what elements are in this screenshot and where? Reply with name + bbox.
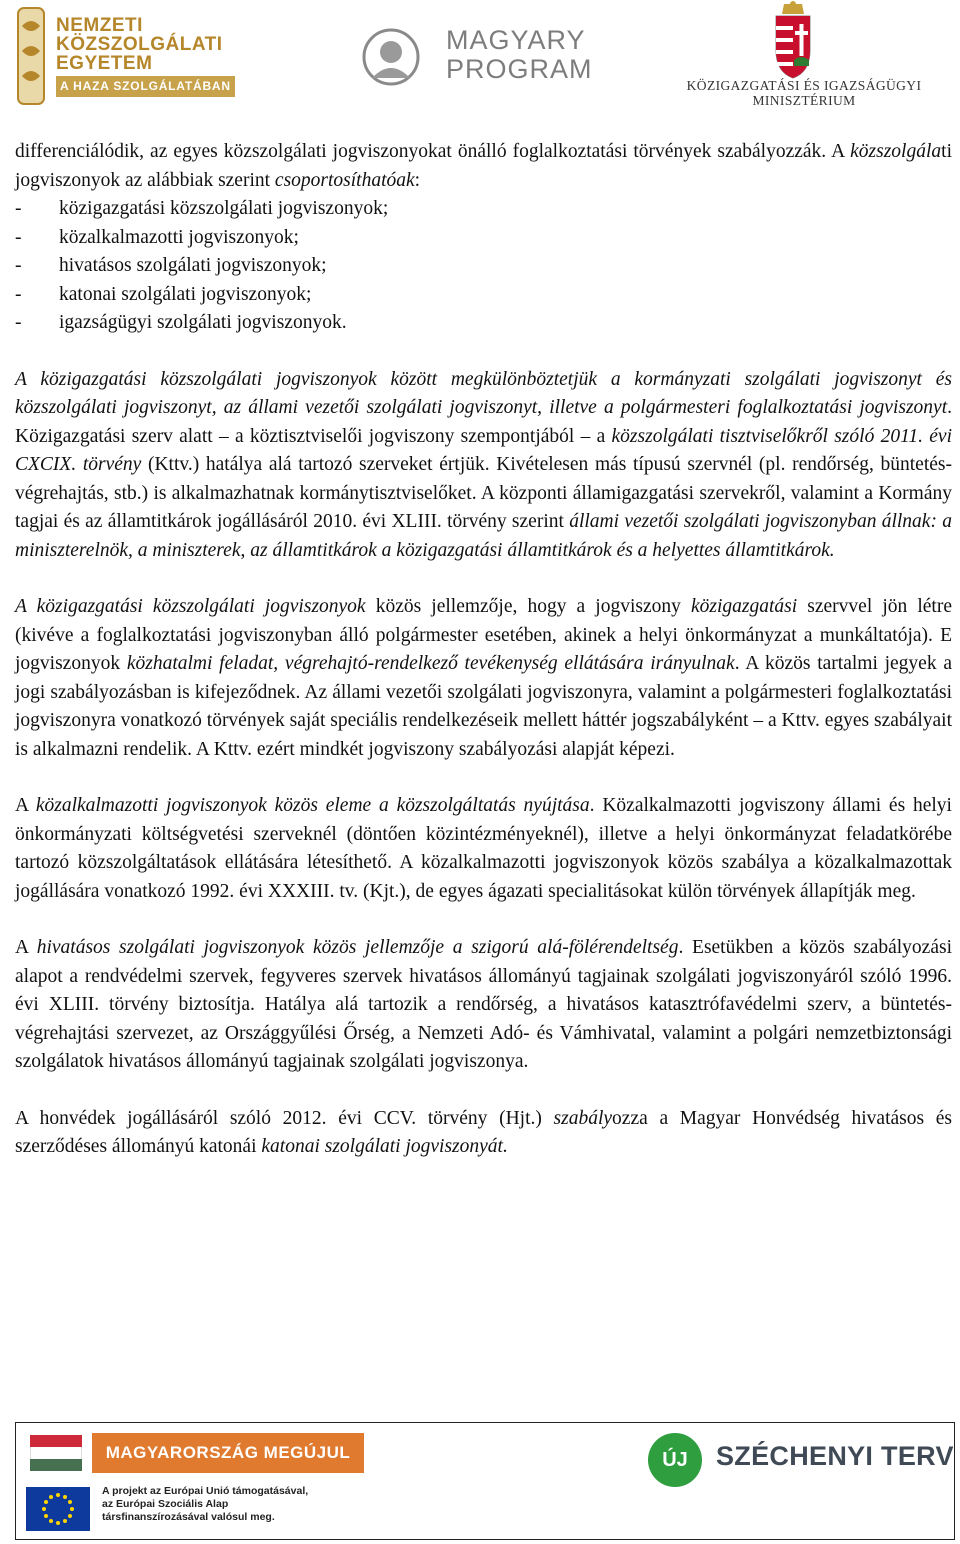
text-run: , <box>240 539 251 561</box>
paragraph-kozos-jellemzo <box>15 593 952 764</box>
szechenyi-terv-logo: SZÉCHENYI TERV <box>716 1441 954 1471</box>
italic-run: közhatalmi feladat, végrehajtó-rendelkező tevékenység ellátására irányulnak <box>126 653 735 674</box>
hungarian-flag-icon <box>30 1435 82 1471</box>
nke-line-3: EGYETEM <box>56 53 153 74</box>
page-header <box>0 0 960 115</box>
text-run: szervvel jön létre (kivéve a foglalkoztatási jogviszonyban álló polgármester esetében, akinek a helyi önkormányzat a munkáltatója). E jogviszonyok <box>15 596 952 674</box>
uj-badge-icon: ÚJ <box>648 1433 702 1487</box>
text-run: differenciálódik, az egyes közszolgálati jogviszonyokat önálló foglalkoztatási törvények szabályozzák. A <box>15 141 851 162</box>
italic-run: az államtitkárok a közigazgatási államtitkárok és a helyettes államtitkárok. <box>250 539 835 561</box>
list-dash: - <box>15 198 22 219</box>
eu-funding-note <box>102 1485 308 1524</box>
jogviszony-list <box>15 195 952 338</box>
italic-run: közigazgatási <box>690 596 798 617</box>
text-run: : <box>414 169 421 191</box>
kim-line-1: KÖZIGAZGATÁSI ÉS IGAZSÁGÜGYI <box>686 78 922 93</box>
list-item-text: igazságügyi szolgálati jogviszonyok. <box>59 312 347 333</box>
nke-logo <box>16 6 256 106</box>
coat-of-arms-icon <box>770 0 816 80</box>
italic-run: katonai szolgálati jogviszonyát. <box>261 1136 508 1157</box>
italic-run: szabály <box>553 1107 613 1129</box>
paragraph-hivatasos <box>15 934 952 1077</box>
list-item <box>15 224 952 253</box>
text-run: A honvédek jogállásáról szóló 2012. évi CCV. törvény (Hjt.) <box>15 1107 554 1129</box>
magyary-logo <box>362 22 592 92</box>
magyary-line-1: MAGYARY <box>446 25 586 55</box>
list-item <box>15 195 952 224</box>
list-dash: - <box>15 312 22 333</box>
text-run: ozza a Magyar Honvédség hivatásos és szerződéses állományú katonái <box>15 1107 952 1157</box>
list-dash: - <box>15 255 22 276</box>
italic-run: A közigazgatási közszolgálati jogviszonyok <box>15 596 366 617</box>
nke-line-1: NEMZETI <box>56 15 143 36</box>
text-run: . Esetükben a közös szabályozási alapot a rendvédelmi szervek, fegyveres szervek hivatásos állományú tagjainak szolgálati jogviszonyáról szóló 1996. évi XLIII. törvény biztosítja. Hatálya alá tartozik a rendőrség, a hivatásos katasztrófavédelmi szerv, a büntetés-végrehajtási szervezet, az Országgyűlési Őrség, a Nemzeti Adó- és Vámhivatal, valamint a polgári nemzetbiztonsági szolgálatok hivatásos állományú tagjainak szolgálati jogviszonya. <box>15 937 952 1072</box>
document-body <box>15 138 952 1162</box>
list-dash: - <box>15 226 22 248</box>
magyary-line-2: PROGRAM <box>446 54 593 84</box>
italic-run: közalkalmazotti jogviszonyok közös eleme a közszolgáltatás nyújtása <box>35 795 590 816</box>
list-item <box>15 309 952 338</box>
list-item-text: közalkalmazotti jogviszonyok; <box>59 226 299 248</box>
list-item <box>15 281 952 310</box>
nke-line-2: KÖZSZOLGÁLATI <box>56 34 223 55</box>
text-run: . Közalkalmazotti jogviszony állami és helyi önkormányzati költségvetési szerveknél (döntően közintézményeknél), illetve a helyi önkormányzat feladatkörébe tartozó közszolgáltatások ellátására létesíthető. A közalkalmazotti jogviszonyok közös szabálya a közalkalmazottak jogállására vonatkozó 1992. évi XXXIII. tv. (Kjt.), de egyes ágazati specialitásokat külön törvények állapítják meg. <box>15 795 952 902</box>
text-run: . Közigazgatási szerv alatt – a köztisztviselői jogviszony szempontjából – a <box>15 397 952 447</box>
paragraph-intro <box>15 138 952 195</box>
eu-flag-icon <box>26 1487 90 1531</box>
italic-run: csoportosíthatóak <box>274 169 415 191</box>
italic-run: A közigazgatási közszolgálati jogviszonyok között megkülönböztetjük a kormányzati szolgálati jogviszonyt és közszolgálati jogviszonyt, az állami vezetői szolgálati jogviszonyt, illetve a polgármesteri foglalkoztatási jogviszonyt <box>15 368 952 418</box>
list-item-text: közigazgatási közszolgálati jogviszonyok; <box>59 198 389 219</box>
italic-run: állami vezetői szolgálati jogviszonyban állnak: a miniszterelnök, a miniszterek <box>15 511 952 561</box>
text-run: ti jogviszonyok az alábbiak szerint <box>15 141 952 191</box>
eu-line-2: az Európai Szociális Alap <box>102 1498 229 1510</box>
list-item-text: hivatásos szolgálati jogviszonyok; <box>59 255 327 276</box>
kim-logo <box>672 0 932 112</box>
paragraph-kozigazgatasi <box>15 366 952 566</box>
text-run: A <box>15 795 36 816</box>
eu-line-1: A projekt az Európai Unió támogatásával, <box>102 1485 309 1497</box>
italic-run: közszolgálati tisztviselőkről szóló 2011. évi CXCIX. törvény <box>15 425 952 475</box>
list-item-text: katonai szolgálati jogviszonyok; <box>59 283 312 305</box>
magyary-portrait-icon <box>362 28 420 86</box>
italic-run: közszolgála <box>850 141 942 162</box>
text-run: A <box>15 937 37 958</box>
paragraph-honvedek <box>15 1105 952 1162</box>
eu-line-3: társfinanszírozásával valósul meg. <box>102 1511 275 1523</box>
list-dash: - <box>15 283 22 305</box>
nke-crest-icon <box>16 6 46 106</box>
paragraph-kozalkalmazotti <box>15 792 952 906</box>
text-run: közös jellemzője, hogy a jogviszony <box>365 596 691 617</box>
text-run: (Kttv.) hatálya alá tartozó szerveket értjük. Kivételesen más típusú szervnél (pl. rendőrség, büntetés-végrehajtás, stb.) is alkalmazhatnak kormánytisztviselőket. A központi államigazgatási szervekről, valamint a Kormány tagjai és az államtitkárok jogállásáról 2010. évi XLIII. törvény szerint <box>15 454 952 532</box>
text-run: . A közös tartalmi jegyek a jogi szabályozásban is kifejeződnek. Az állami vezetői szolgálati jogviszonyra, valamint a polgármesteri foglalkoztatási jogviszonyra vonatkozó törvények saját speciális rendelkezéseik mellett háttér jogszabályként – a Kttv. egyes szabályait is alkalmazni rendelik. A Kttv. ezért mindkét jogviszony szabályozási alapját képezi. <box>15 653 952 760</box>
nke-tagline: A HAZA SZOLGÁLATÁBAN <box>56 76 235 97</box>
list-item <box>15 252 952 281</box>
kim-line-2: MINISZTÉRIUM <box>752 93 856 108</box>
magyarorszag-megujul-banner: MAGYARORSZÁG MEGÚJUL <box>92 1433 364 1473</box>
italic-run: hivatásos szolgálati jogviszonyok közös jellemzője a szigorú alá-fölérendeltség <box>36 937 679 958</box>
funding-footer <box>15 1422 955 1540</box>
